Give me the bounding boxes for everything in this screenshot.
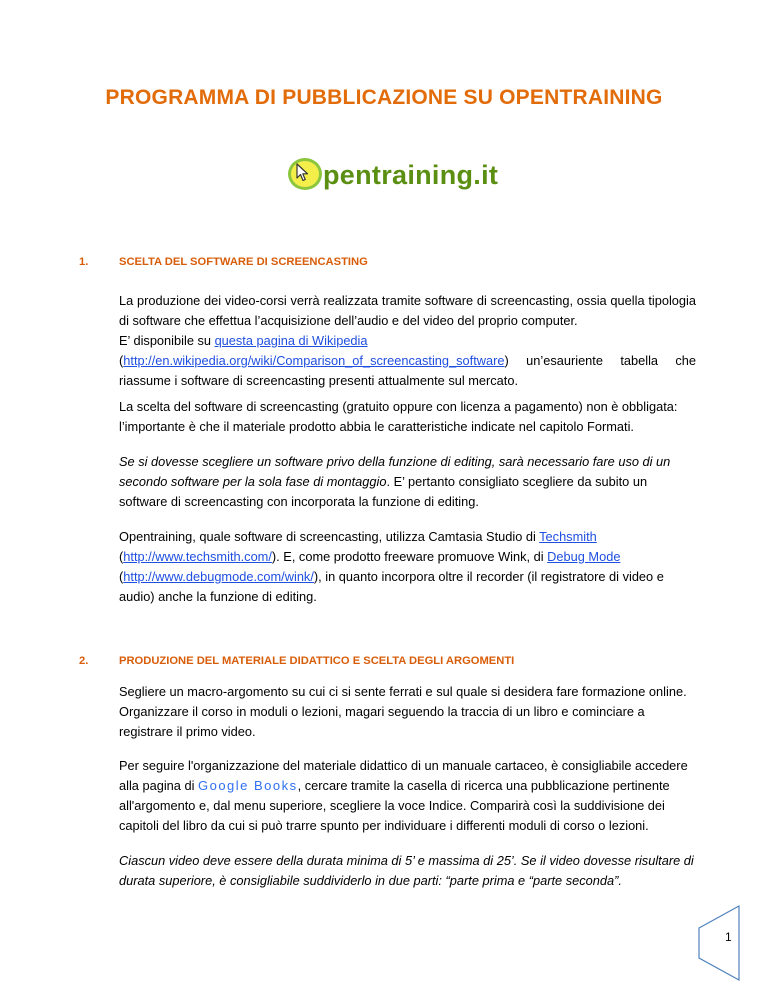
paragraph-text: Opentraining, quale software di screencasting, utilizza Camtasia Studio di (119, 529, 540, 544)
italic-note: Se si dovesse scegliere un software privo della funzione di editing, sarà necessario fare uso di un secondo software per la sola fase di montaggio (119, 454, 671, 489)
paragraph-text: E’ disponibile su (119, 333, 215, 348)
section-2-paragraph-1: Segliere un macro-argomento su cui ci si sente ferrati e sul quale si desidera fare formazione online. Organizzare il corso in moduli o lezioni, magari seguendo la traccia di un libro e cominciare a registrare il primo video. (119, 684, 687, 739)
section-1-heading (79, 256, 368, 268)
section-2-title: PRODUZIONE DEL MATERIALE DIDATTICO E SCELTA DEGLI ARGOMENTI (119, 655, 515, 667)
techsmith-url-link[interactable]: http://www.techsmith.com/ (123, 549, 272, 564)
paragraph-text: ( (119, 353, 124, 368)
cursor-icon (296, 163, 310, 183)
section-1-paragraph-3 (119, 452, 696, 512)
google-books-link[interactable]: Google Books (197, 778, 298, 793)
paragraph-text: ( (119, 569, 124, 584)
debugmode-url-link[interactable]: http://www.debugmode.com/wink/ (123, 569, 314, 584)
paragraph-text: . E’ pertanto consigliato scegliere da subito un software di screencasting con incorporata la funzione di editing. (119, 474, 648, 509)
section-1-paragraph-4 (119, 527, 696, 607)
section-1-number: 1. (79, 256, 89, 268)
paragraph-text: ), in quanto incorpora oltre il recorder (il registratore di video e audio) anche la funzione di editing. (119, 569, 664, 604)
wikipedia-page-link[interactable]: questa pagina di Wikipedia (214, 333, 368, 348)
section-1-paragraph-2: La scelta del software di screencasting (gratuito oppure con licenza a pagamento) non è obbligata: l’importante è che il materiale prodotto abbia le caratteristiche indicate nel capitolo Formati. (119, 399, 678, 434)
paragraph-text: Per seguire l'organizzazione del materiale didattico di un manuale cartaceo, è consigliabile accedere alla pagina di (119, 758, 688, 793)
wikipedia-url-link[interactable]: http://en.wikipedia.org/wiki/Comparison_of_screencasting_software (123, 353, 505, 368)
paragraph-text: ( (119, 549, 124, 564)
logo-text: pentraining.it (323, 160, 499, 190)
page-corner-shape (697, 904, 741, 982)
page-number: 1 (725, 930, 732, 944)
section-1-title: SCELTA DEL SOFTWARE DI SCREENCASTING (119, 256, 368, 268)
opentraining-logo (287, 157, 499, 195)
section-2-number: 2. (79, 655, 89, 667)
paragraph-text: ). E, come prodotto freeware promuove Wink, di (271, 549, 548, 564)
section-2-paragraph-3: Ciascun video deve essere della durata minima di 5’ e massima di 25’. Se il video dovesse risultare di durata superiore, è consigliabile suddividerlo in due parti: “parte prima e “parte seconda”. (119, 853, 694, 888)
techsmith-link[interactable]: Techsmith (539, 529, 597, 544)
debugmode-link[interactable]: Debug Mode (547, 549, 621, 564)
document-title: PROGRAMMA DI PUBBLICAZIONE SU OPENTRAINING (105, 86, 663, 109)
section-1-paragraph-1 (119, 291, 696, 391)
section-2-heading (79, 655, 514, 667)
paragraph-text: La produzione dei video-corsi verrà realizzata tramite software di screencasting, ossia quella tipologia di software che effettua l’acquisizione dell’audio e del video del proprio computer. (119, 293, 696, 328)
paragraph-text: ) un’esauriente tabella che riassume i software di screencasting presenti attualmente sul mercato. (119, 353, 696, 388)
paragraph-text: , cercare tramite la casella di ricerca una pubblicazione pertinente all'argomento e, dal menu superiore, scegliere la voce Indice. Comparirà così la suddivisione dei capitoli del libro da cui si può trarre spunto per individuare i differenti moduli di corso o lezioni. (119, 778, 670, 833)
section-2-paragraph-2 (119, 756, 696, 836)
